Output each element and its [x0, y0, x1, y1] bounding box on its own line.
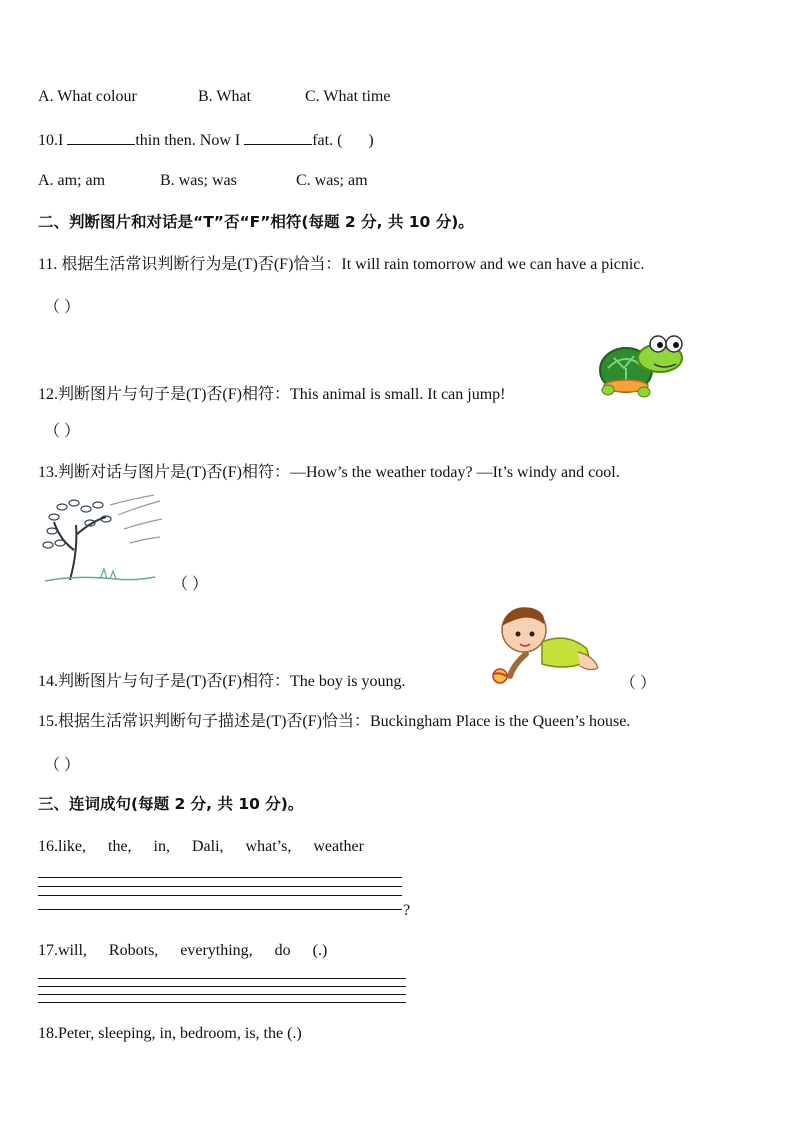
question-13: 13.判断对话与图片是(T)否(F)相符：—How’s the weather today? —It’s windy and cool. [38, 464, 620, 481]
question-15: 15.根据生活常识判断句子描述是(T)否(F)恰当：Buckingham Place is the Queen’s house. [38, 713, 631, 730]
q12-answer-paren[interactable]: （ ） [44, 423, 81, 440]
turtle-illustration [596, 330, 690, 400]
question-17: 17.will, Robots, everything, do (.) [38, 942, 328, 959]
section-3-heading: 三、连词成句(每题 2 分, 共 10 分)。 [38, 795, 304, 813]
windy-tree-illustration [40, 495, 170, 585]
answer-blank-2[interactable] [244, 130, 312, 145]
writing-line[interactable] [38, 895, 402, 896]
q15-answer-paren[interactable]: （ ） [44, 757, 81, 774]
question-10: 10.I thin then. Now I fat. ( ) [38, 132, 374, 149]
question-18: 18.Peter, sleeping, in, bedroom, is, the (.) [38, 1025, 302, 1042]
answer-blank-1[interactable] [67, 130, 135, 145]
writing-line[interactable] [38, 986, 406, 987]
q16-question-mark: ? [403, 902, 411, 919]
section-2-heading: 二、判断图片和对话是“T”否“F”相符(每题 2 分, 共 10 分)。 [38, 213, 474, 231]
question-11: 11. 根据生活常识判断行为是(T)否(F)恰当：It will rain tomorrow and we can have a picnic. [38, 256, 645, 273]
writing-line[interactable] [38, 978, 406, 979]
q10-option-c: C. was; am [296, 172, 368, 189]
q9-option-a: A. What colour [38, 88, 137, 105]
q11-answer-paren[interactable]: （ ） [44, 299, 81, 316]
writing-line[interactable] [38, 877, 402, 878]
question-12: 12.判断图片与句子是(T)否(F)相符：This animal is small. It can jump! [38, 386, 506, 403]
q10-option-a: A. am; am [38, 172, 106, 189]
question-16: 16.like, the, in, Dali, what’s, weather [38, 838, 364, 855]
writing-line[interactable] [38, 909, 402, 910]
writing-line[interactable] [38, 1002, 406, 1003]
writing-line[interactable] [38, 886, 402, 887]
q9-option-b: B. What [198, 88, 252, 105]
q14-answer-paren[interactable]: （ ） [620, 675, 657, 692]
q13-answer-paren[interactable]: （ ） [172, 576, 209, 593]
q9-option-c: C. What time [305, 88, 391, 105]
q10-option-b: B. was; was [160, 172, 237, 189]
writing-line[interactable] [38, 994, 406, 995]
crawling-baby-illustration [486, 604, 608, 686]
question-14: 14.判断图片与句子是(T)否(F)相符：The boy is young. [38, 673, 406, 690]
